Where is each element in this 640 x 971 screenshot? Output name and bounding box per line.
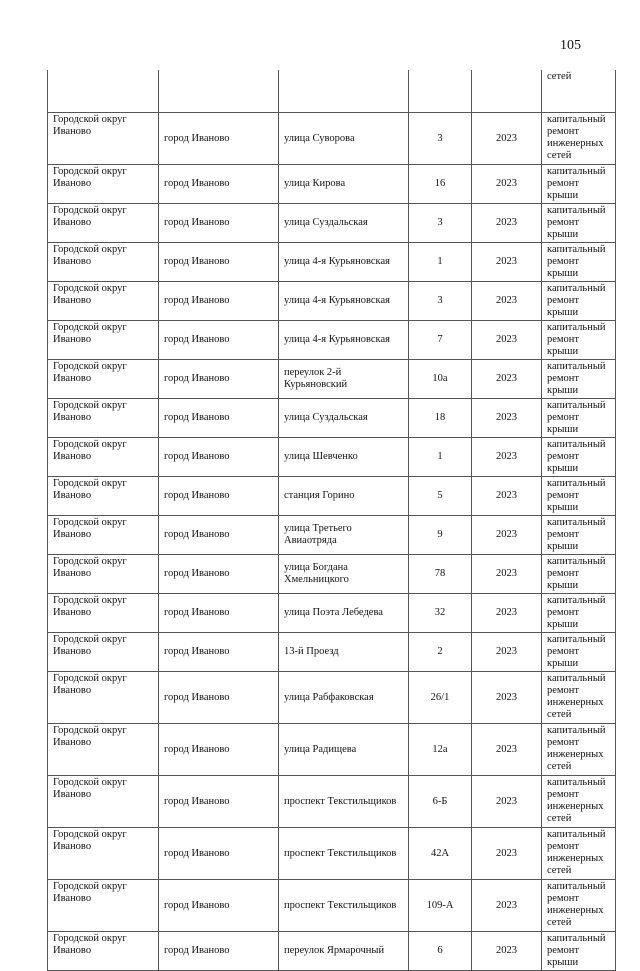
- house-cell: 3: [409, 282, 472, 321]
- house-cell: 5: [409, 477, 472, 516]
- district-cell: Городской округ Иваново: [48, 360, 159, 399]
- house-cell: 16: [409, 165, 472, 204]
- house-cell: 6: [409, 932, 472, 971]
- city-cell: город Иваново: [159, 633, 279, 672]
- district-cell: Городской округ Иваново: [48, 321, 159, 360]
- work-cell: капитальный ремонт крыши: [542, 243, 616, 282]
- district-cell: Городской округ Иваново: [48, 243, 159, 282]
- work-cell: капитальный ремонт инженерных сетей: [542, 776, 616, 828]
- house-cell: 42А: [409, 828, 472, 880]
- work-cell: капитальный ремонт крыши: [542, 438, 616, 477]
- table-row: [48, 321, 616, 360]
- district-cell: Городской округ Иваново: [48, 828, 159, 880]
- street-cell: проспект Текстильщиков: [279, 776, 409, 828]
- house-cell: 1: [409, 243, 472, 282]
- work-cell: сетей: [542, 70, 616, 113]
- district-cell: Городской округ Иваново: [48, 724, 159, 776]
- district-cell: Городской округ Иваново: [48, 438, 159, 477]
- district-cell: Городской округ Иваново: [48, 880, 159, 932]
- house-cell: 26/1: [409, 672, 472, 724]
- district-cell: Городской округ Иваново: [48, 477, 159, 516]
- district-cell: Городской округ Иваново: [48, 516, 159, 555]
- year-cell: 2023: [472, 165, 542, 204]
- street-cell: улица Рабфаковская: [279, 672, 409, 724]
- city-cell: город Иваново: [159, 399, 279, 438]
- city-cell: город Иваново: [159, 932, 279, 971]
- work-cell: капитальный ремонт крыши: [542, 399, 616, 438]
- district-cell: Городской округ Иваново: [48, 932, 159, 971]
- table-row: [48, 438, 616, 477]
- street-cell: улица Третьего Авиаотряда: [279, 516, 409, 555]
- year-cell: 2023: [472, 594, 542, 633]
- district-cell: Городской округ Иваново: [48, 204, 159, 243]
- year-cell: 2023: [472, 477, 542, 516]
- work-cell: капитальный ремонт крыши: [542, 594, 616, 633]
- work-cell: капитальный ремонт крыши: [542, 282, 616, 321]
- district-cell: Городской округ Иваново: [48, 594, 159, 633]
- year-cell: 2023: [472, 321, 542, 360]
- district-cell: Городской округ Иваново: [48, 399, 159, 438]
- city-cell: город Иваново: [159, 477, 279, 516]
- table-row: [48, 724, 616, 776]
- year-cell: 2023: [472, 282, 542, 321]
- street-cell: улица Суздальская: [279, 399, 409, 438]
- table-row: [48, 932, 616, 971]
- house-cell: 78: [409, 555, 472, 594]
- house-cell: 9: [409, 516, 472, 555]
- table-row: [48, 165, 616, 204]
- table-row: [48, 113, 616, 165]
- work-cell: капитальный ремонт крыши: [542, 555, 616, 594]
- street-cell: улица Шевченко: [279, 438, 409, 477]
- city-cell: город Иваново: [159, 165, 279, 204]
- street-cell: улица Суворова: [279, 113, 409, 165]
- district-cell: Городской округ Иваново: [48, 282, 159, 321]
- street-cell: улица Богдана Хмельницкого: [279, 555, 409, 594]
- year-cell: 2023: [472, 243, 542, 282]
- street-cell: улица Радищева: [279, 724, 409, 776]
- table-row: [48, 555, 616, 594]
- city-cell: город Иваново: [159, 724, 279, 776]
- district-cell: Городской округ Иваново: [48, 113, 159, 165]
- work-cell: капитальный ремонт крыши: [542, 516, 616, 555]
- street-cell: улица 4-я Курьяновская: [279, 243, 409, 282]
- house-cell: 1: [409, 438, 472, 477]
- table-row: [48, 204, 616, 243]
- work-cell: капитальный ремонт инженерных сетей: [542, 880, 616, 932]
- street-cell: переулок Ярмарочный: [279, 932, 409, 971]
- district-cell: Городской округ Иваново: [48, 672, 159, 724]
- street-cell: улица Суздальская: [279, 204, 409, 243]
- work-cell: капитальный ремонт крыши: [542, 360, 616, 399]
- table-row: [48, 880, 616, 932]
- city-cell: город Иваново: [159, 113, 279, 165]
- house-cell: 18: [409, 399, 472, 438]
- street-cell: улица 4-я Курьяновская: [279, 321, 409, 360]
- table-row: [48, 243, 616, 282]
- table-row: [48, 516, 616, 555]
- table-row: [48, 477, 616, 516]
- city-cell: город Иваново: [159, 776, 279, 828]
- year-cell: 2023: [472, 438, 542, 477]
- table-row: [48, 828, 616, 880]
- city-cell: город Иваново: [159, 321, 279, 360]
- house-cell: 10а: [409, 360, 472, 399]
- table-row: [48, 633, 616, 672]
- work-cell: капитальный ремонт крыши: [542, 633, 616, 672]
- district-cell: Городской округ Иваново: [48, 165, 159, 204]
- district-cell: Городской округ Иваново: [48, 555, 159, 594]
- work-cell: капитальный ремонт инженерных сетей: [542, 113, 616, 165]
- work-cell: капитальный ремонт крыши: [542, 932, 616, 971]
- table-row-continuation: [48, 70, 616, 113]
- year-cell: 2023: [472, 113, 542, 165]
- table-row: [48, 360, 616, 399]
- table-row: [48, 282, 616, 321]
- street-cell: 13-й Проезд: [279, 633, 409, 672]
- year-cell: 2023: [472, 204, 542, 243]
- street-cell: станция Горино: [279, 477, 409, 516]
- house-cell: 6-Б: [409, 776, 472, 828]
- street-cell: улица 4-я Курьяновская: [279, 282, 409, 321]
- city-cell: город Иваново: [159, 672, 279, 724]
- year-cell: 2023: [472, 360, 542, 399]
- city-cell: город Иваново: [159, 438, 279, 477]
- work-cell: капитальный ремонт инженерных сетей: [542, 672, 616, 724]
- city-cell: город Иваново: [159, 555, 279, 594]
- street-cell: проспект Текстильщиков: [279, 828, 409, 880]
- house-cell: 3: [409, 204, 472, 243]
- year-cell: 2023: [472, 932, 542, 971]
- house-cell: 3: [409, 113, 472, 165]
- year-cell: 2023: [472, 724, 542, 776]
- city-cell: город Иваново: [159, 282, 279, 321]
- year-cell: 2023: [472, 555, 542, 594]
- street-cell: улица Кирова: [279, 165, 409, 204]
- table-row: [48, 776, 616, 828]
- street-cell: переулок 2-й Курьяновский: [279, 360, 409, 399]
- city-cell: город Иваново: [159, 828, 279, 880]
- house-cell: 32: [409, 594, 472, 633]
- city-cell: город Иваново: [159, 594, 279, 633]
- year-cell: 2023: [472, 880, 542, 932]
- work-cell: капитальный ремонт крыши: [542, 477, 616, 516]
- work-cell: капитальный ремонт крыши: [542, 204, 616, 243]
- year-cell: 2023: [472, 776, 542, 828]
- city-cell: город Иваново: [159, 204, 279, 243]
- table-row: [48, 399, 616, 438]
- house-cell: 2: [409, 633, 472, 672]
- work-cell: капитальный ремонт крыши: [542, 165, 616, 204]
- work-cell: капитальный ремонт инженерных сетей: [542, 828, 616, 880]
- house-cell: 12а: [409, 724, 472, 776]
- work-cell: капитальный ремонт инженерных сетей: [542, 724, 616, 776]
- table-row: [48, 594, 616, 633]
- city-cell: город Иваново: [159, 243, 279, 282]
- city-cell: город Иваново: [159, 516, 279, 555]
- year-cell: 2023: [472, 399, 542, 438]
- housing-repair-table: [47, 70, 616, 971]
- city-cell: город Иваново: [159, 360, 279, 399]
- year-cell: 2023: [472, 828, 542, 880]
- street-cell: проспект Текстильщиков: [279, 880, 409, 932]
- street-cell: улица Поэта Лебедева: [279, 594, 409, 633]
- work-cell: капитальный ремонт крыши: [542, 321, 616, 360]
- year-cell: 2023: [472, 516, 542, 555]
- house-cell: 109-А: [409, 880, 472, 932]
- house-cell: 7: [409, 321, 472, 360]
- district-cell: Городской округ Иваново: [48, 776, 159, 828]
- year-cell: 2023: [472, 633, 542, 672]
- district-cell: Городской округ Иваново: [48, 633, 159, 672]
- year-cell: 2023: [472, 672, 542, 724]
- city-cell: город Иваново: [159, 880, 279, 932]
- page-number: 105: [560, 38, 581, 53]
- table-row: [48, 672, 616, 724]
